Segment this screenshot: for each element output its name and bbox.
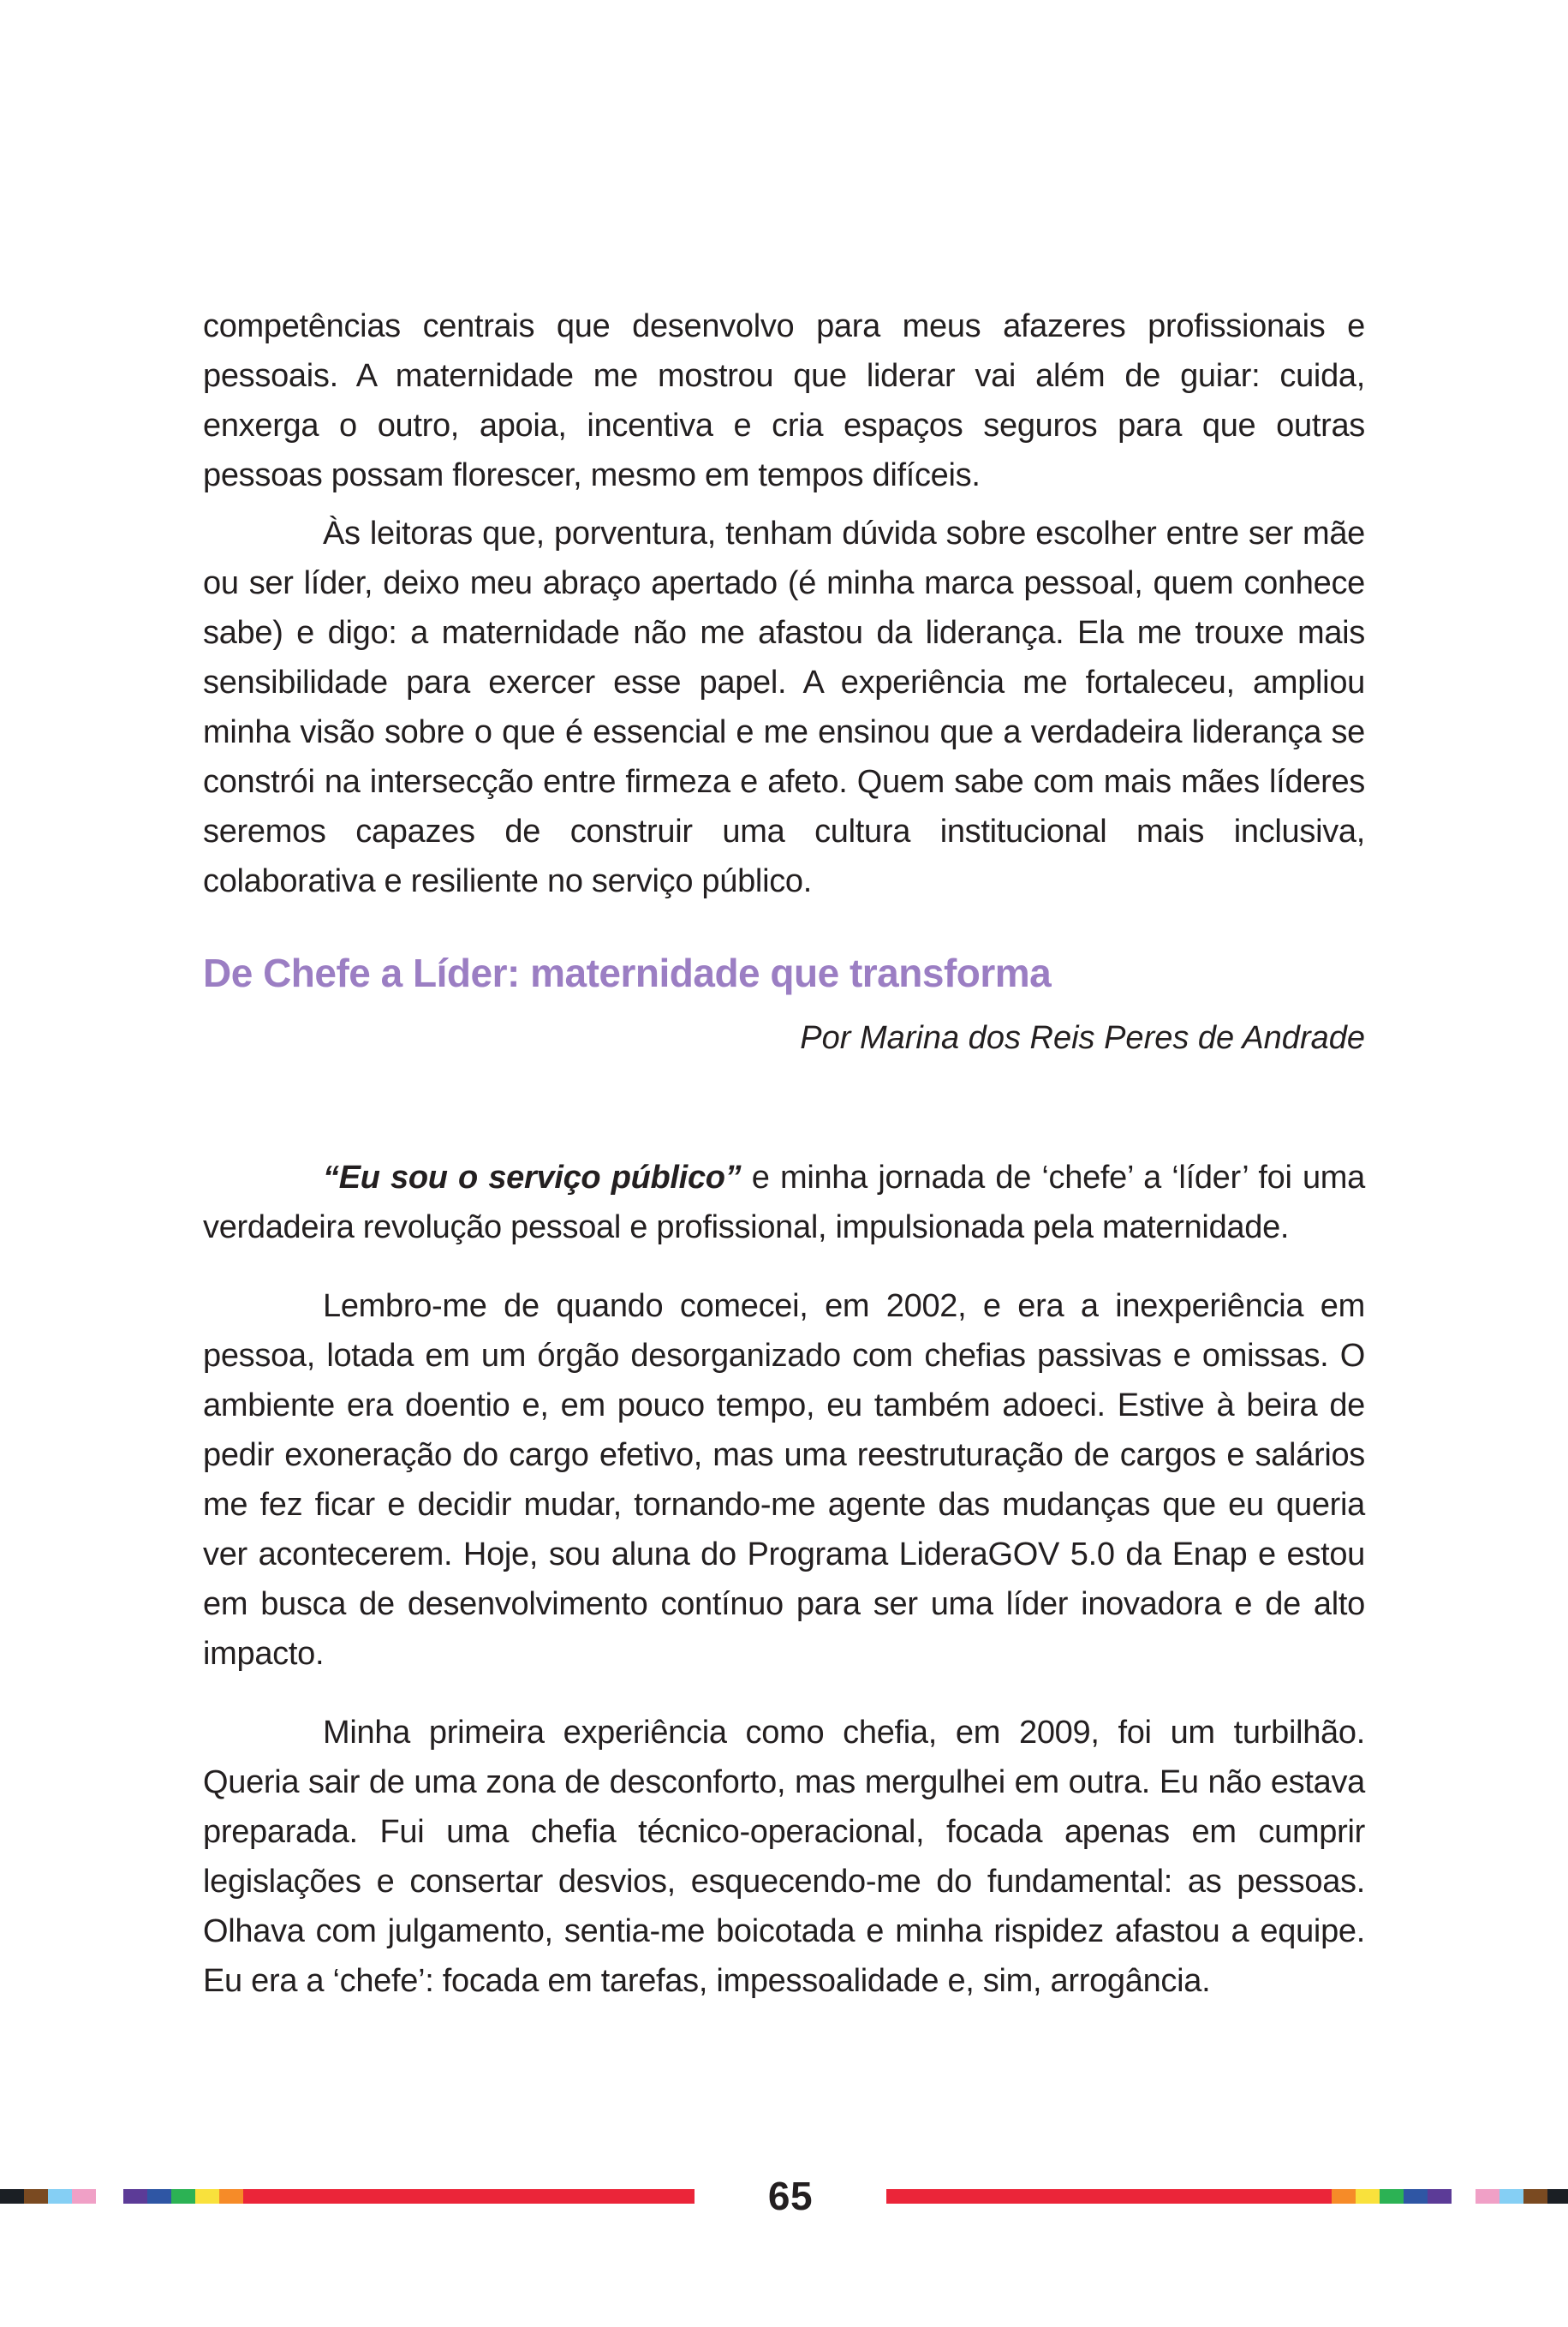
pride-stripe-segment (1476, 2189, 1499, 2204)
pride-stripe-segment (0, 2189, 24, 2204)
pride-stripe-segment (886, 2189, 1332, 2204)
page-footer (0, 2174, 1568, 2218)
pride-stripe-segment (24, 2189, 48, 2204)
lead-quote: “Eu sou o serviço público” (323, 1160, 742, 1196)
pride-stripe-segment (147, 2189, 171, 2204)
pride-stripe-segment (1380, 2189, 1404, 2204)
paragraph: Minha primeira experiência como chefia, em 2009, foi um turbilhão. Queria sair de uma zona de desconforto, mas mergulhei em outra. Eu não estava preparada. Fui uma chefia técnico-operacional, focada apenas em cumprir legislações e consertar desvios, esquecendo-me do fundamental: as pessoas. Olhava com julgamento, sentia-me boicotada e minha rispidez afastou a equipe. Eu era a ‘chefe’: focada em tarefas, impessoalidade e, sim, arrogância. (203, 1715, 1365, 1999)
page-number: 65 (767, 2174, 814, 2218)
pride-stripe-segment (1523, 2189, 1547, 2204)
paragraph-lead (203, 1153, 1365, 1252)
pride-stripe-left (0, 2189, 695, 2204)
pride-stripe-segment (1499, 2189, 1523, 2204)
article-content (203, 301, 1365, 2006)
pride-stripe-segment (1428, 2189, 1452, 2204)
pride-stripe-segment (72, 2189, 96, 2204)
pride-stripe-right (886, 2189, 1568, 2204)
footer-center (695, 2173, 886, 2219)
pride-stripe-segment (195, 2189, 219, 2204)
paragraph: Às leitoras que, porventura, tenham dúvida sobre escolher entre ser mãe ou ser líder, deixo meu abraço apertado (é minha marca pessoal, quem conhece sabe) e digo: a maternidade não me afastou da liderança. Ela me trouxe mais sensibilidade para exercer esse papel. A experiência me fortaleceu, ampliou minha visão sobre o que é essencial e me ensinou que a verdadeira liderança se constrói na intersecção entre firmeza e afeto. Quem sabe com mais mães líderes seremos capazes de construir uma cultura institucional mais inclusiva, colaborativa e resiliente no serviço público. (203, 516, 1365, 899)
byline: Por Marina dos Reis Peres de Andrade (800, 1020, 1365, 1056)
pride-stripe-segment (243, 2189, 695, 2204)
pride-stripe-segment (123, 2189, 147, 2204)
pride-stripe-segment (171, 2189, 195, 2204)
paragraph-continuation: competências centrais que desenvolvo para meus afazeres profissionais e pessoais. A maternidade me mostrou que liderar vai além de guiar: cuida, enxerga o outro, apoia, incentiva e cria espaços seguros para que outras pessoas possam florescer, mesmo em tempos difíceis. (203, 308, 1365, 493)
pride-stripe-segment (219, 2189, 243, 2204)
lead-quote-rest: e minha jornada de ‘chefe’ a ‘líder’ foi uma verdadeira revolução pessoal e profissional, impulsionada pela maternidade. (203, 1160, 1365, 1245)
pride-stripe-segment (48, 2189, 72, 2204)
pride-stripe-segment (96, 2189, 123, 2204)
paragraph: Lembro-me de quando comecei, em 2002, e era a inexperiência em pessoa, lotada em um órgão desorganizado com chefias passivas e omissas. O ambiente era doentio e, em pouco tempo, eu também adoeci. Estive à beira de pedir exoneração do cargo efetivo, mas uma reestruturação de cargos e salários me fez ficar e decidir mudar, tornando-me agente das mudanças que eu queria ver acontecerem. Hoje, sou aluna do Programa LideraGOV 5.0 da Enap e estou em busca de desenvolvimento contínuo para ser uma líder inovadora e de alto impacto. (203, 1288, 1365, 1672)
pride-stripe-segment (1547, 2189, 1568, 2204)
pride-stripe-segment (1332, 2189, 1356, 2204)
pride-stripe-segment (1356, 2189, 1380, 2204)
section-title: De Chefe a Líder: maternidade que transforma (203, 951, 1052, 995)
pride-stripe-segment (1404, 2189, 1428, 2204)
pride-stripe-segment (1452, 2189, 1476, 2204)
